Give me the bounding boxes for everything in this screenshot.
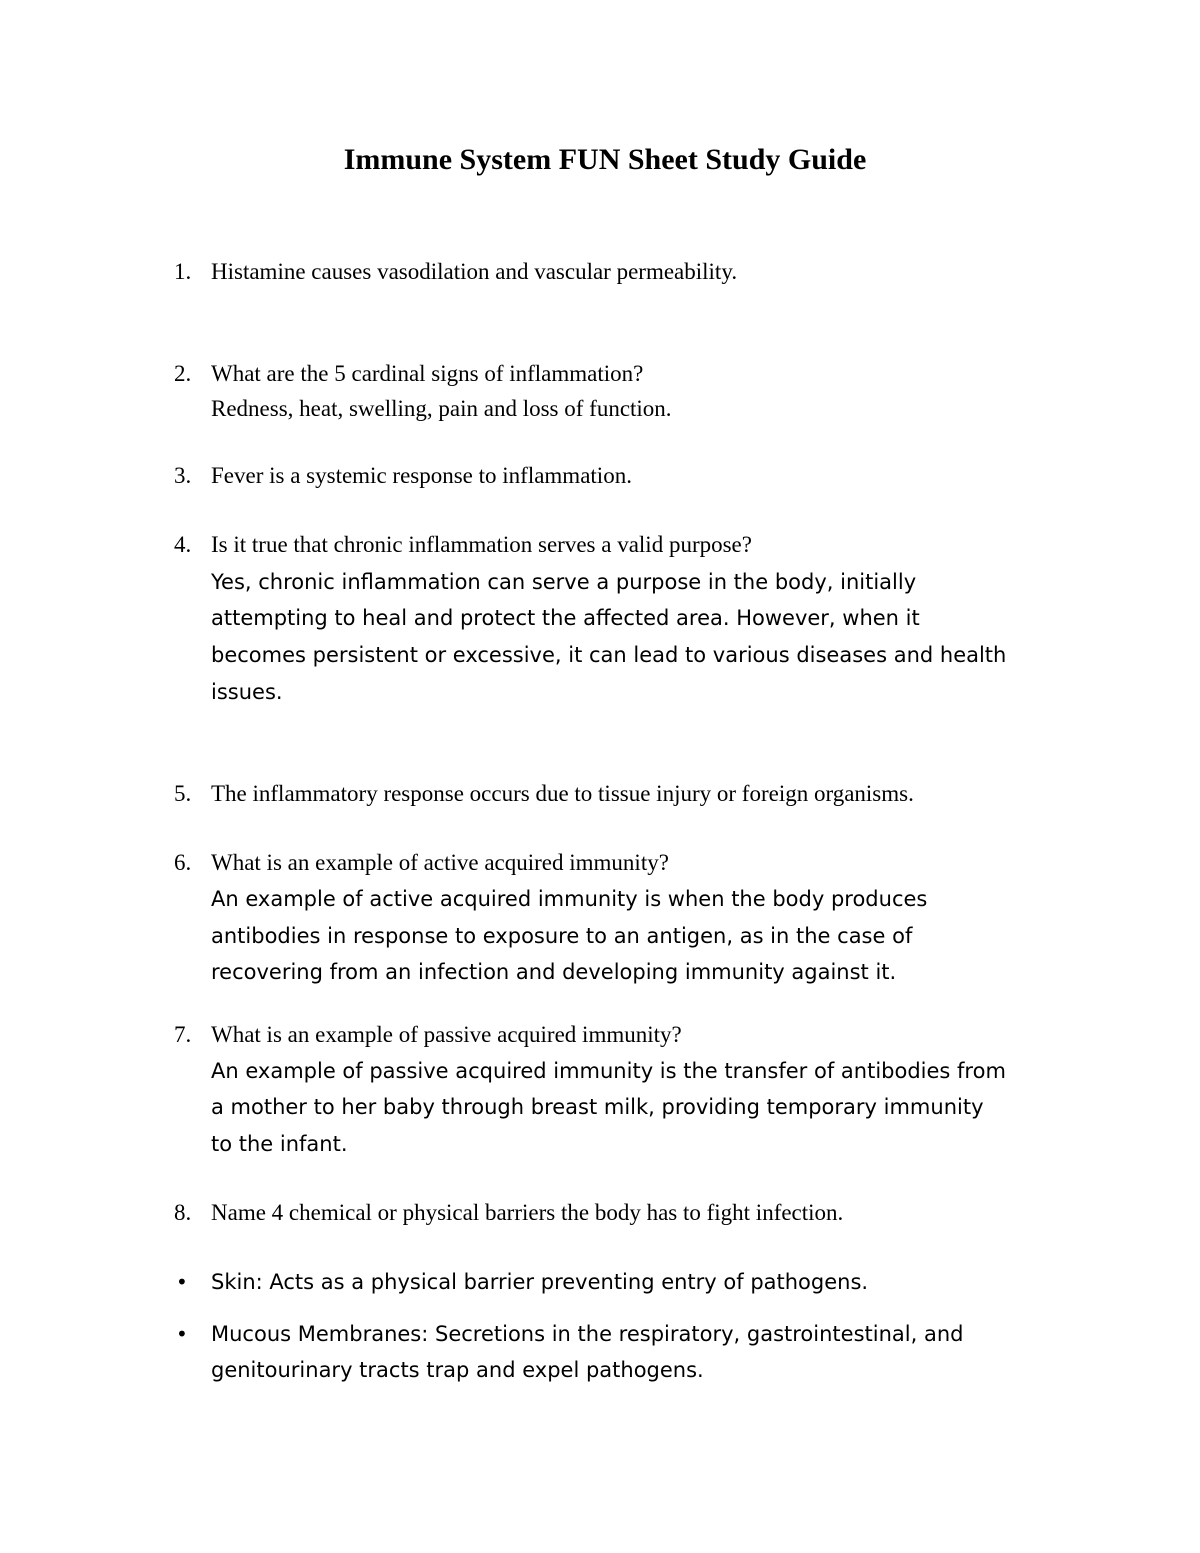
bullet-text-line: genitourinary tracts trap and expel pathogens. [211,1358,704,1382]
item-number: 7. [174,1022,192,1047]
item-statement: Fever is a systemic response to inflammation. [211,463,632,488]
item-number: 8. [174,1200,192,1225]
bullet-icon: • [176,1322,188,1346]
item-number: 1. [174,259,192,284]
item-number: 2. [174,361,192,386]
item-question: Name 4 chemical or physical barriers the body has to fight infection. [211,1200,844,1225]
item-answer-line: recovering from an infection and developing immunity against it. [211,960,897,984]
item-answer-line: antibodies in response to exposure to an antigen, as in the case of [211,924,913,948]
bullet-text-line: Skin: Acts as a physical barrier preventing entry of pathogens. [211,1270,869,1294]
item-question: Is it true that chronic inflammation serves a valid purpose? [211,532,752,557]
item-number: 6. [174,850,192,875]
item-answer-line: to the infant. [211,1132,348,1156]
item-answer-line: attempting to heal and protect the affected area. However, when it [211,606,920,630]
item-number: 5. [174,781,192,806]
item-question: What are the 5 cardinal signs of inflammation? [211,361,644,386]
item-question: What is an example of passive acquired immunity? [211,1022,682,1047]
item-question: What is an example of active acquired immunity? [211,850,669,875]
page-title: Immune System FUN Sheet Study Guide [343,143,867,176]
item-answer-line: issues. [211,680,283,704]
item-answer-line: Yes, chronic inflammation can serve a purpose in the body, initially [211,570,917,594]
item-answer-line: An example of active acquired immunity is when the body produces [211,887,928,911]
item-answer-line: a mother to her baby through breast milk, providing temporary immunity [211,1095,984,1119]
bullet-text-line: Mucous Membranes: Secretions in the respiratory, gastrointestinal, and [211,1322,964,1346]
item-statement: Histamine causes vasodilation and vascular permeability. [211,259,738,284]
item-statement: The inflammatory response occurs due to tissue injury or foreign organisms. [211,781,914,806]
item-answer-line: becomes persistent or excessive, it can lead to various diseases and health [211,643,1007,667]
item-answer-line: An example of passive acquired immunity is the transfer of antibodies from [211,1059,1006,1083]
bullet-icon: • [176,1270,188,1294]
item-answer-line: Redness, heat, swelling, pain and loss of function. [211,396,672,421]
item-number: 3. [174,463,192,488]
item-number: 4. [174,532,192,557]
